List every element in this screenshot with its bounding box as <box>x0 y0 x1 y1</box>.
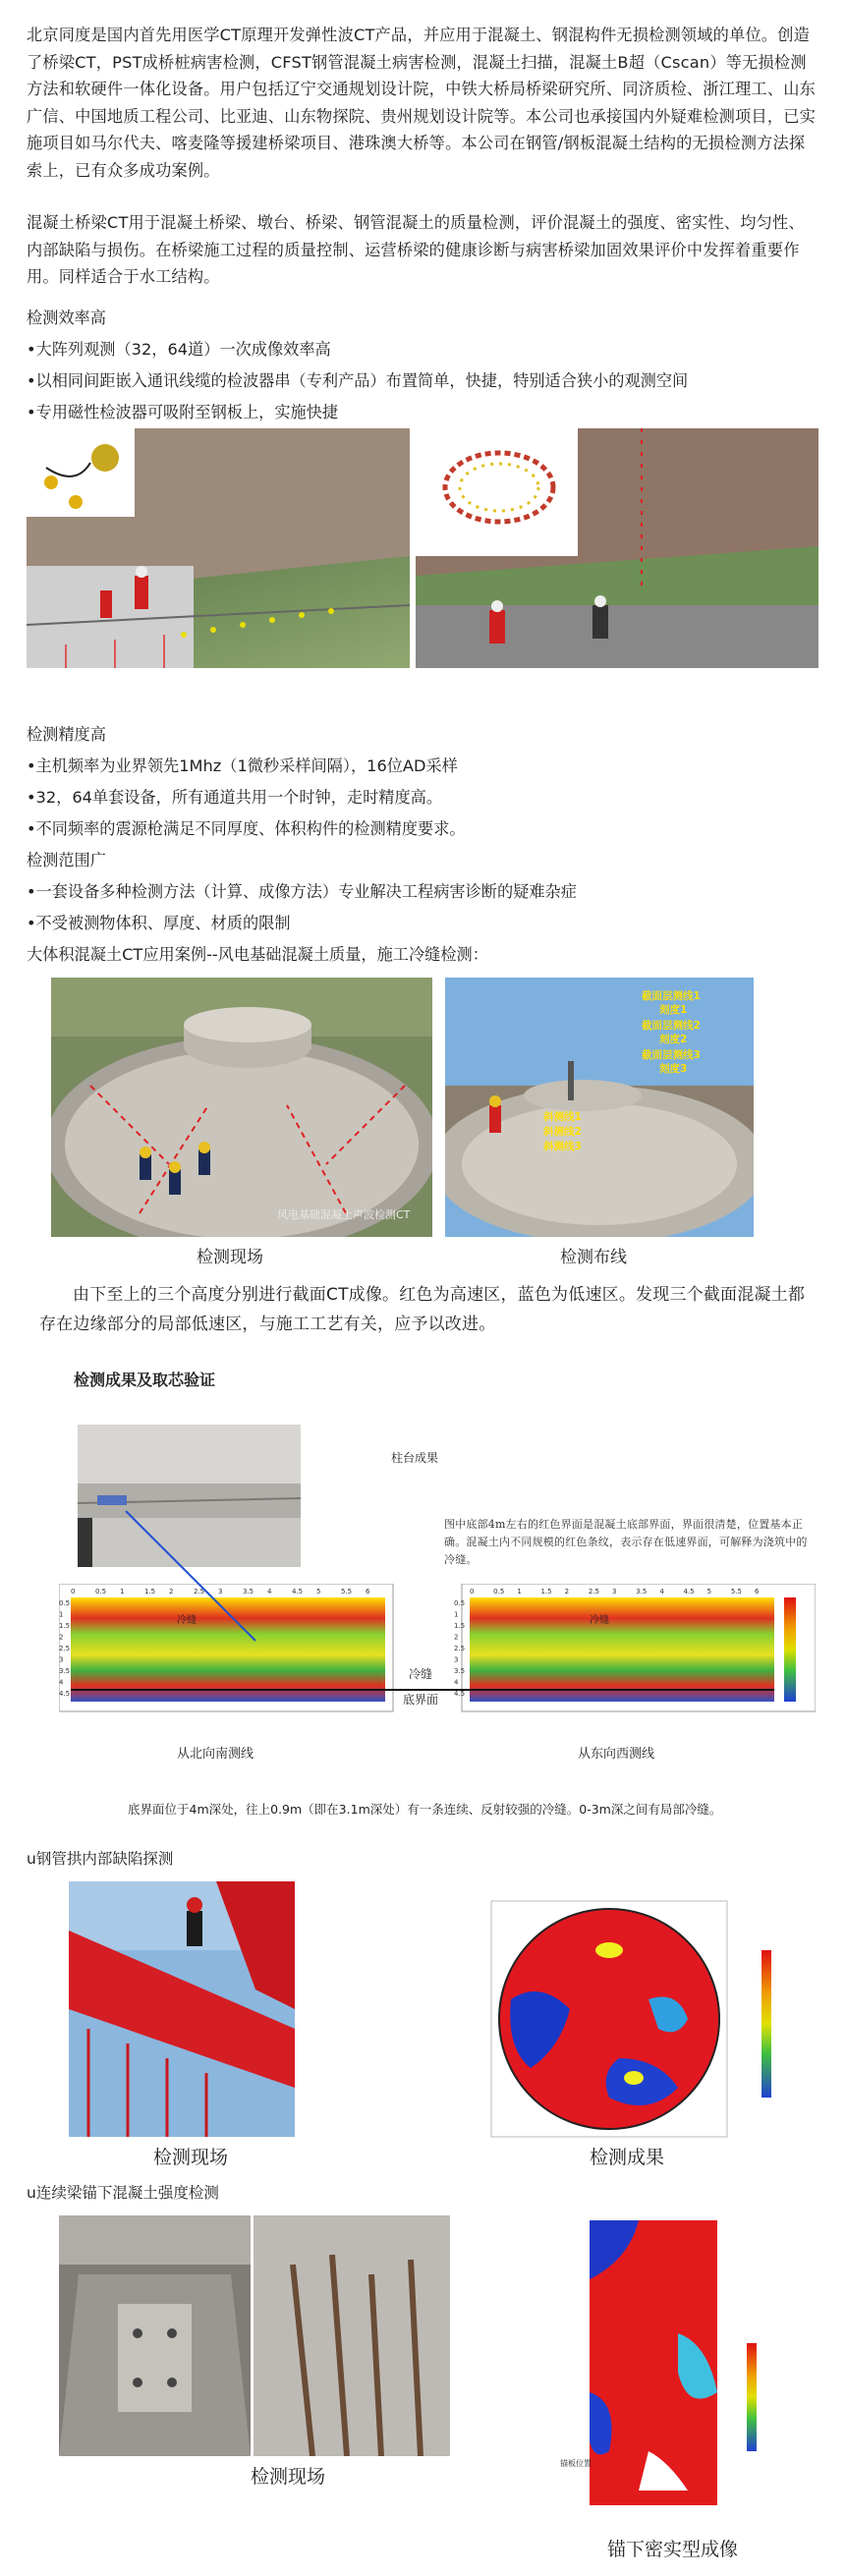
anchor-plate-label: 锚板位置 <box>560 2459 592 2468</box>
photo-bridge-inspection-right <box>416 428 818 668</box>
y-tick-label: 3 <box>59 1655 64 1664</box>
photo-beam-interior-image <box>59 2215 251 2456</box>
photo-bridge-inspection-left-image <box>27 428 410 668</box>
anchor-caption-left: 检测现场 <box>251 2466 326 2488</box>
y-tick-label: 3 <box>454 1655 459 1664</box>
y-tick-label: 1.5 <box>59 1622 71 1630</box>
photo-wind-foundation-site-image <box>51 978 432 1237</box>
photo-anchor-rods-image <box>254 2215 450 2456</box>
x-tick-label: 1.5 <box>144 1588 156 1596</box>
y-tick-label: 0.5 <box>59 1599 71 1607</box>
case1-caption-left: 检测现场 <box>197 1248 263 1267</box>
x-tick-label: 4.5 <box>292 1588 304 1596</box>
x-tick-label: 3 <box>218 1588 223 1596</box>
precision-title: 检测精度高 <box>27 725 106 744</box>
arch-caption-left: 检测现场 <box>153 2147 229 2168</box>
x-tick-label: 6 <box>755 1588 760 1596</box>
description-paragraph: 混凝土桥梁CT用于混凝土桥梁、墩台、桥梁、钢管混凝土的质量检测，评价混凝土的强度、密实性、均匀性、内部缺陷与损伤。在桥梁施工过程的质量控制、运营桥梁的健康诊断与病害桥梁加固效果评价中发挥着重要作用。同样适合于水工结构。 <box>27 213 805 286</box>
range-item-1: •一套设备多种检测方法（计算、成像方法）专业解决工程病害诊断的疑难杂症 <box>27 882 577 901</box>
x-tick-label: 5.5 <box>341 1588 353 1596</box>
intro-paragraph: 北京同度是国内首先用医学CT原理开发弹性波CT产品，并应用于混凝土、钢混构件无损检测领域的单位。创造了桥梁CT，PST成桥桩病害检测，CFST钢管混凝土病害检测，混凝土扫描，混凝土B超（Cscan）等无损检测方法和软硬件一体化设备。用户包括辽宁交通规划设计院，中铁大桥局桥梁研究所、同济质检、浙江理工、山东广信、中国地质工程公司、比亚迪、山东物探院、贵州规划设计院等。本公司也承接国内外疑难检测项目，已实施项目如马尔代夫、喀麦隆等援建桥梁项目、港珠澳大桥等。本公司在钢管/钢板混凝土结构的无损检测方法探索上，已有众多成功案例。 <box>27 26 816 180</box>
x-tick-label: 6 <box>366 1588 370 1596</box>
layout-label-8: 斜测线2 <box>543 1126 582 1138</box>
x-tick-label: 1.5 <box>540 1588 552 1596</box>
y-tick-label: 2 <box>454 1633 459 1642</box>
x-tick-label: 2.5 <box>588 1588 599 1596</box>
plot-ew-section <box>470 1597 774 1702</box>
x-tick-label: 3.5 <box>636 1588 648 1596</box>
layout-label-5: 刻度2 <box>659 1034 688 1045</box>
line-ns-caption: 从北向南测线 <box>177 1747 254 1762</box>
line-ew-caption: 从东向西测线 <box>578 1747 655 1762</box>
y-tick-label: 4.5 <box>454 1690 466 1698</box>
x-tick-label: 2 <box>169 1588 174 1596</box>
x-tick-label: 0 <box>71 1588 76 1596</box>
y-tick-label: 4 <box>454 1678 459 1687</box>
photo-bridge-inspection-right-image <box>416 428 818 668</box>
photo-bridge-inspection-left <box>27 428 410 668</box>
y-tick-label: 4 <box>59 1678 64 1687</box>
y-tick-label: 3.5 <box>59 1667 71 1675</box>
case1-description: 由下至上的三个高度分别进行截面CT成像。红色为高速区，蓝色为低速区。发现三个截面混凝土都存在边缘部分的局部低速区，与施工工艺有关，应予以改进。 <box>39 1285 806 1334</box>
x-tick-label: 4.5 <box>683 1588 695 1596</box>
plot-colour-legend <box>784 1597 796 1702</box>
y-tick-label: 4.5 <box>59 1690 71 1698</box>
anchor-ct-result <box>560 2215 816 2530</box>
range-title: 检测范围广 <box>27 851 106 869</box>
y-tick-label: 2.5 <box>59 1645 71 1652</box>
x-tick-label: 0.5 <box>493 1588 505 1596</box>
y-tick-label: 2.5 <box>454 1645 466 1652</box>
precision-item-1: •主机频率为业界领先1Mhz（1微秒采样间隔），16位AD采样 <box>27 756 458 775</box>
efficiency-item-3: •专用磁性检波器可吸附至钢板上，实施快捷 <box>27 403 339 421</box>
plot-ew-band-label: 冷缝 <box>590 1615 609 1626</box>
x-tick-label: 4 <box>267 1588 272 1596</box>
anchor-caption-right: 锚下密实型成像 <box>607 2539 739 2560</box>
anchor-heading: u连续梁锚下混凝土强度检测 <box>27 2184 219 2202</box>
result-title: 检测成果及取芯验证 <box>74 1371 216 1389</box>
photo-wind-foundation-layout-image <box>445 978 754 1237</box>
arch-caption-right: 检测成果 <box>590 2147 665 2168</box>
precision-item-2: •32，64单套设备，所有通道共用一个时钟，走时精度高。 <box>27 788 443 807</box>
photo-wind-foundation-layout <box>445 978 754 1237</box>
range-item-2: •不受被测物体积、厚度、材质的限制 <box>27 914 291 932</box>
y-tick-label: 3.5 <box>454 1667 466 1675</box>
x-tick-label: 3.5 <box>243 1588 254 1596</box>
photo-beam-interior <box>59 2215 251 2456</box>
y-tick-label: 2 <box>59 1633 64 1642</box>
arch-heading: u钢管拱内部缺陷探测 <box>27 1850 174 1868</box>
arch-ct-mid-zone-1 <box>595 1942 623 1958</box>
plot-ns-band-label: 冷缝 <box>177 1615 197 1626</box>
x-tick-label: 5 <box>706 1588 712 1596</box>
y-tick-label: 1.5 <box>454 1622 466 1630</box>
case1-heading: 大体积混凝土CT应用案例--风电基础混凝土质量，施工冷缝检测： <box>27 945 488 964</box>
arrow-core-to-plot <box>118 1395 334 1651</box>
efficiency-item-2: •以相同间距嵌入通讯线缆的检波器串（专利产品）布置简单，快捷，特别适合狭小的观测空间 <box>27 371 689 390</box>
result-note: 图中底部4m左右的红色界面是混凝土底部界面，界面很清楚，位置基本正确。混凝土内不同规模的红色条纹，表示存在低速界面，可解释为浇筑中的冷缝。 <box>444 1518 808 1566</box>
case1-caption-right: 检测布线 <box>560 1248 627 1267</box>
x-tick-label: 5 <box>316 1588 321 1596</box>
result-bottom-note: 底界面位于4m深处，往上0.9m（即在3.1m深处）有一条连续、反射较强的冷缝。0-3m深之间有局部冷缝。 <box>128 1802 722 1817</box>
x-tick-label: 5.5 <box>730 1588 742 1596</box>
y-tick-label: 1 <box>59 1610 64 1619</box>
layout-label-4: 刻度1 <box>659 1004 688 1016</box>
layout-label-3: 截面层测线3 <box>642 1049 701 1061</box>
pillar-label: 柱台成果 <box>391 1451 439 1465</box>
x-tick-label: 2.5 <box>194 1588 205 1596</box>
cold-joint-label: 冷缝 <box>409 1667 433 1681</box>
x-tick-label: 3 <box>612 1588 617 1596</box>
layout-label-2: 截面层测线2 <box>642 1020 701 1032</box>
layout-label-7: 斜测线1 <box>543 1111 582 1123</box>
photo-anchor-rods <box>254 2215 450 2456</box>
arch-ct-result <box>472 1881 806 2156</box>
efficiency-item-1: •大阵列观测（32，64道）一次成像效率高 <box>27 340 331 359</box>
x-tick-label: 1 <box>517 1588 522 1596</box>
x-tick-label: 1 <box>120 1588 125 1596</box>
layout-label-6: 刻度3 <box>659 1063 688 1075</box>
efficiency-title: 检测效率高 <box>27 308 106 327</box>
arch-ct-legend <box>761 1950 771 2098</box>
y-tick-label: 0.5 <box>454 1599 466 1607</box>
arch-ct-mid-zone-2 <box>624 2071 644 2085</box>
precision-item-3: •不同频率的震源枪满足不同厚度、体积构件的检测精度要求。 <box>27 819 466 838</box>
bottom-interface-label: 底界面 <box>403 1693 439 1707</box>
photo-wind-foundation-site <box>51 978 432 1237</box>
x-tick-label: 0.5 <box>95 1588 107 1596</box>
x-tick-label: 0 <box>470 1588 475 1596</box>
photo-overlay-text: 风电基础混凝土声波检测CT <box>277 1208 411 1221</box>
layout-label-1: 截面层测线1 <box>642 990 701 1002</box>
x-tick-label: 2 <box>564 1588 570 1596</box>
photo-steel-arch-image <box>69 1881 295 2137</box>
y-tick-label: 1 <box>454 1610 459 1619</box>
layout-label-9: 斜测线3 <box>543 1141 582 1152</box>
photo-steel-arch <box>69 1881 295 2137</box>
anchor-ct-legend <box>747 2343 757 2451</box>
arrow-line <box>126 1511 255 1641</box>
x-tick-label: 4 <box>659 1588 664 1596</box>
